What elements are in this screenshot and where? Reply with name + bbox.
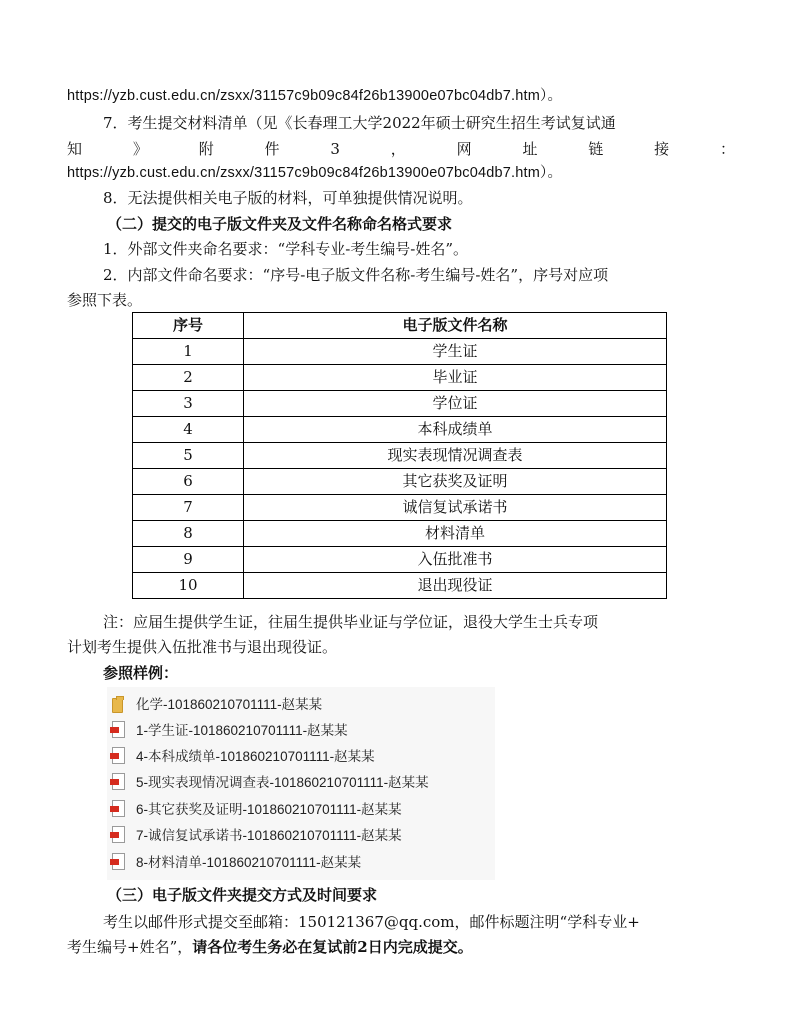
item7-line2-part: 链 (588, 140, 604, 158)
item8-line: 8．无法提供相关电子版的材料，可单独提供情况说明。 (103, 189, 473, 207)
item7-line2-part: 件 (264, 140, 280, 158)
item7-line2-part: 》 (132, 140, 148, 158)
table-cell-filename: 其它获奖及证明 (244, 469, 667, 495)
example-file-item (110, 770, 429, 792)
table-row (133, 495, 667, 521)
submit-line2-text: 考生编号+姓名”， (67, 938, 193, 956)
table-cell-index: 7 (133, 495, 244, 521)
item7-line2-part: 网 (456, 140, 472, 158)
rule2-line1: 2．内部文件命名要求：“序号-电子版文件名称-考生编号-姓名”，序号对应项 (103, 266, 609, 284)
table-cell-filename: 现实表现情况调查表 (244, 443, 667, 469)
table-row (133, 547, 667, 573)
rule2-line2: 参照下表。 (67, 291, 143, 309)
item7-line2-part: ， (390, 140, 406, 158)
table-cell-filename: 本科成绩单 (244, 417, 667, 443)
table-cell-filename: 学位证 (244, 391, 667, 417)
example-file-item (110, 744, 375, 766)
table-cell-index: 3 (133, 391, 244, 417)
table-row (133, 417, 667, 443)
item7-url-line: https://yzb.cust.edu.cn/zsxx/31157c9b09c84f26b13900e07bc04db7.htm）。 (67, 165, 563, 181)
table-cell-index: 4 (133, 417, 244, 443)
pdf-icon (110, 772, 126, 790)
file-item-name: 7-诚信复试承诺书-101860210701111-赵某某 (136, 828, 402, 843)
submit-line2 (67, 935, 735, 959)
item7-line1: 7．考生提交材料清单（见《长春理工大学2022年硕士研究生招生考试复试通 (103, 114, 616, 132)
table-row (133, 365, 667, 391)
file-item-name: 6-其它获奖及证明-101860210701111-赵某某 (136, 802, 402, 817)
file-item-name: 8-材料清单-101860210701111-赵某某 (136, 855, 362, 870)
table-cell-index: 9 (133, 547, 244, 573)
table-cell-index: 8 (133, 521, 244, 547)
example-folder-item (110, 692, 322, 714)
rule1-line: 1．外部文件夹命名要求：“学科专业-考生编号-姓名”。 (103, 240, 469, 258)
table-row (133, 391, 667, 417)
table-cell-filename: 材料清单 (244, 521, 667, 547)
table-row (133, 521, 667, 547)
item7-line2-part: 接 (654, 140, 670, 158)
example-file-item (110, 718, 348, 740)
item7-line2-part: 附 (198, 140, 214, 158)
table-cell-index: 6 (133, 469, 244, 495)
folder-icon (110, 694, 126, 712)
item7-line2-part: 址 (522, 140, 538, 158)
section2-heading: （二）提交的电子版文件夹及文件名称命名格式要求 (107, 215, 453, 233)
file-item-name: 4-本科成绩单-101860210701111-赵某某 (136, 749, 375, 764)
table-header-index: 序号 (133, 313, 244, 339)
pdf-icon (110, 746, 126, 764)
pdf-icon (110, 799, 126, 817)
table-cell-filename: 学生证 (244, 339, 667, 365)
item7-line2-part: 知 (67, 140, 83, 158)
file-item-name: 5-现实表现情况调查表-101860210701111-赵某某 (136, 775, 429, 790)
table-cell-index: 10 (133, 573, 244, 599)
example-heading: 参照样例： (103, 664, 179, 682)
item7-line2 (67, 137, 735, 161)
table-cell-index: 5 (133, 443, 244, 469)
submit-deadline-text: 请各位考生务必在复试前2日内完成提交。 (192, 938, 473, 956)
table-cell-filename: 退出现役证 (244, 573, 667, 599)
table-cell-index: 1 (133, 339, 244, 365)
note-line2: 计划考生提供入伍批准书与退出现役证。 (67, 638, 338, 656)
item7-line2-part: ： (719, 140, 735, 158)
example-file-item (110, 850, 361, 872)
note-line1: 注：应届生提供学生证，往届生提供毕业证与学位证，退役大学生士兵专项 (103, 613, 599, 631)
file-name-table (132, 312, 667, 599)
example-file-item (110, 823, 402, 845)
intro-url-line: https://yzb.cust.edu.cn/zsxx/31157c9b09c84f26b13900e07bc04db7.htm）。 (67, 88, 563, 104)
table-row (133, 469, 667, 495)
pdf-icon (110, 720, 126, 738)
table-row (133, 443, 667, 469)
section3-heading: （三）电子版文件夹提交方式及时间要求 (107, 886, 378, 904)
example-file-item (110, 797, 402, 819)
file-item-name: 1-学生证-101860210701111-赵某某 (136, 723, 348, 738)
file-item-name: 化学-101860210701111-赵某某 (136, 697, 323, 712)
table-cell-filename: 诚信复试承诺书 (244, 495, 667, 521)
table-row (133, 339, 667, 365)
table-cell-index: 2 (133, 365, 244, 391)
table-header-filename: 电子版文件名称 (244, 313, 667, 339)
pdf-icon (110, 825, 126, 843)
table-cell-filename: 入伍批准书 (244, 547, 667, 573)
pdf-icon (110, 852, 126, 870)
submit-line1: 考生以邮件形式提交至邮箱：150121367@qq.com，邮件标题注明“学科专业+ (103, 913, 640, 931)
table-row (133, 573, 667, 599)
table-cell-filename: 毕业证 (244, 365, 667, 391)
item7-line2-part: 3 (330, 140, 340, 158)
table-header-row (133, 313, 667, 339)
